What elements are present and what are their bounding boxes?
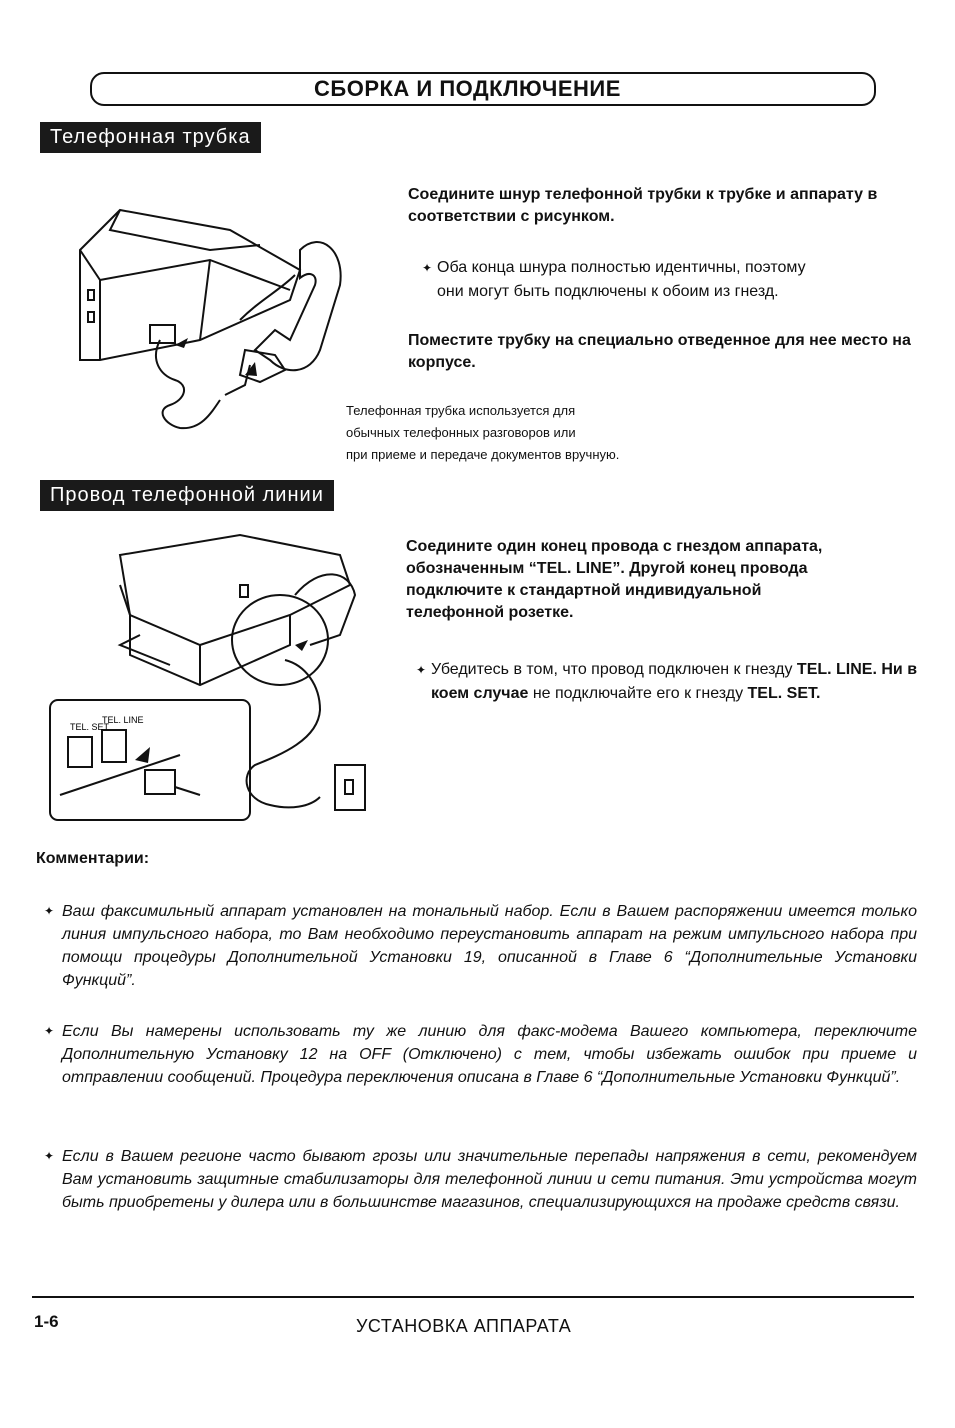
bullet-icon: ✦ (44, 1024, 55, 1038)
line-instruction-line-2: обозначенным “TEL. LINE”. Другой конец провода (406, 560, 808, 577)
comments-heading: Комментарии: (36, 850, 150, 867)
handset-note (422, 256, 922, 304)
comment-text: Ваш факсимильный аппарат установлен на тональный набор. Если в Вашем распоряжении имеется только линия импульсного набора, то Вам необходимо переустановить аппарат на режим импульсного набора при помощи процедуры Дополнительной Установки 19, описанной в Главе 6 “Дополнительные Установки Функций”. (62, 903, 917, 989)
line-note-text-2: не подключайте его к гнезду (528, 685, 748, 702)
bullet-icon: ✦ (416, 663, 427, 677)
footer-section-title: УСТАНОВКА АППАРАТА (356, 1316, 572, 1336)
line-note-bold-2: TEL. SET. (747, 685, 821, 702)
section-label-line: Провод телефонной линии (40, 480, 334, 511)
line-instruction-line-1: Соедините один конец провода с гнездом аппарата, (406, 538, 823, 555)
handset-caption-line-3: при приеме и передаче документов вручную. (346, 447, 620, 462)
handset-instruction-connect: Соедините шнур телефонной трубки к трубке и аппарату в соответствии с рисунком. (408, 186, 878, 225)
comment-text: Если Вы намерены использовать ту же линию для факс-модема Вашего компьютера, переключите Дополнительную Установку 12 на OFF (Отключено) с тем, чтобы избежать ошибок при приеме и отправлении сообщений. Процедура переключения описана в Главе 6 “Дополнительные Установки Функций”. (62, 1023, 917, 1086)
handset-caption (346, 400, 726, 466)
handset-instruction-place: Поместите трубку на специально отведенное для нее место на корпусе. (408, 332, 911, 371)
jack-label-tel-line: TEL. LINE (102, 715, 144, 725)
line-instruction-line-3: подключите к стандартной индивидуальной (406, 582, 762, 599)
line-note-bold-1: TEL. LINE. Ни в коем случае (431, 661, 918, 702)
chapter-title: СБОРКА И ПОДКЛЮЧЕНИЕ (314, 76, 621, 101)
bullet-icon: ✦ (422, 261, 433, 275)
section-label-handset: Телефонная трубка (40, 122, 261, 153)
bullet-icon: ✦ (44, 1149, 55, 1163)
bullet-icon: ✦ (44, 904, 55, 918)
handset-caption-line-2: обычных телефонных разговоров или (346, 425, 576, 440)
line-instruction (406, 536, 931, 624)
footer-rule (32, 1296, 914, 1298)
comment-item (44, 1020, 917, 1089)
jack-label-tel-set: TEL. SET (70, 722, 110, 732)
chapter-banner (90, 72, 876, 106)
comment-item (44, 1145, 917, 1214)
line-cord-illustration (40, 525, 380, 830)
page-number: 1-6 (34, 1312, 59, 1331)
comment-text: Если в Вашем регионе часто бывают грозы или значительные перепады напряжения в сети, рекомендуем Вам установить защитные стабилизаторы для телефонной линии и сети питания. Эти устройства могут быть приобретены у дилера или в большинстве магазинов, специализирующихся на продаже средств связи. (62, 1148, 917, 1211)
handset-connection-illustration (60, 190, 350, 460)
handset-caption-line-1: Телефонная трубка используется для (346, 403, 576, 418)
line-instruction-line-4: телефонной розетке. (406, 604, 574, 621)
comment-item (44, 900, 917, 992)
handset-note-line-1: Оба конца шнура полностью идентичны, поэтому (437, 259, 806, 276)
line-note (416, 658, 926, 706)
line-note-text-1: Убедитесь в том, что провод подключен к гнезду (431, 661, 797, 678)
handset-note-line-2: они могут быть подключены к обоим из гнезд. (437, 283, 779, 300)
